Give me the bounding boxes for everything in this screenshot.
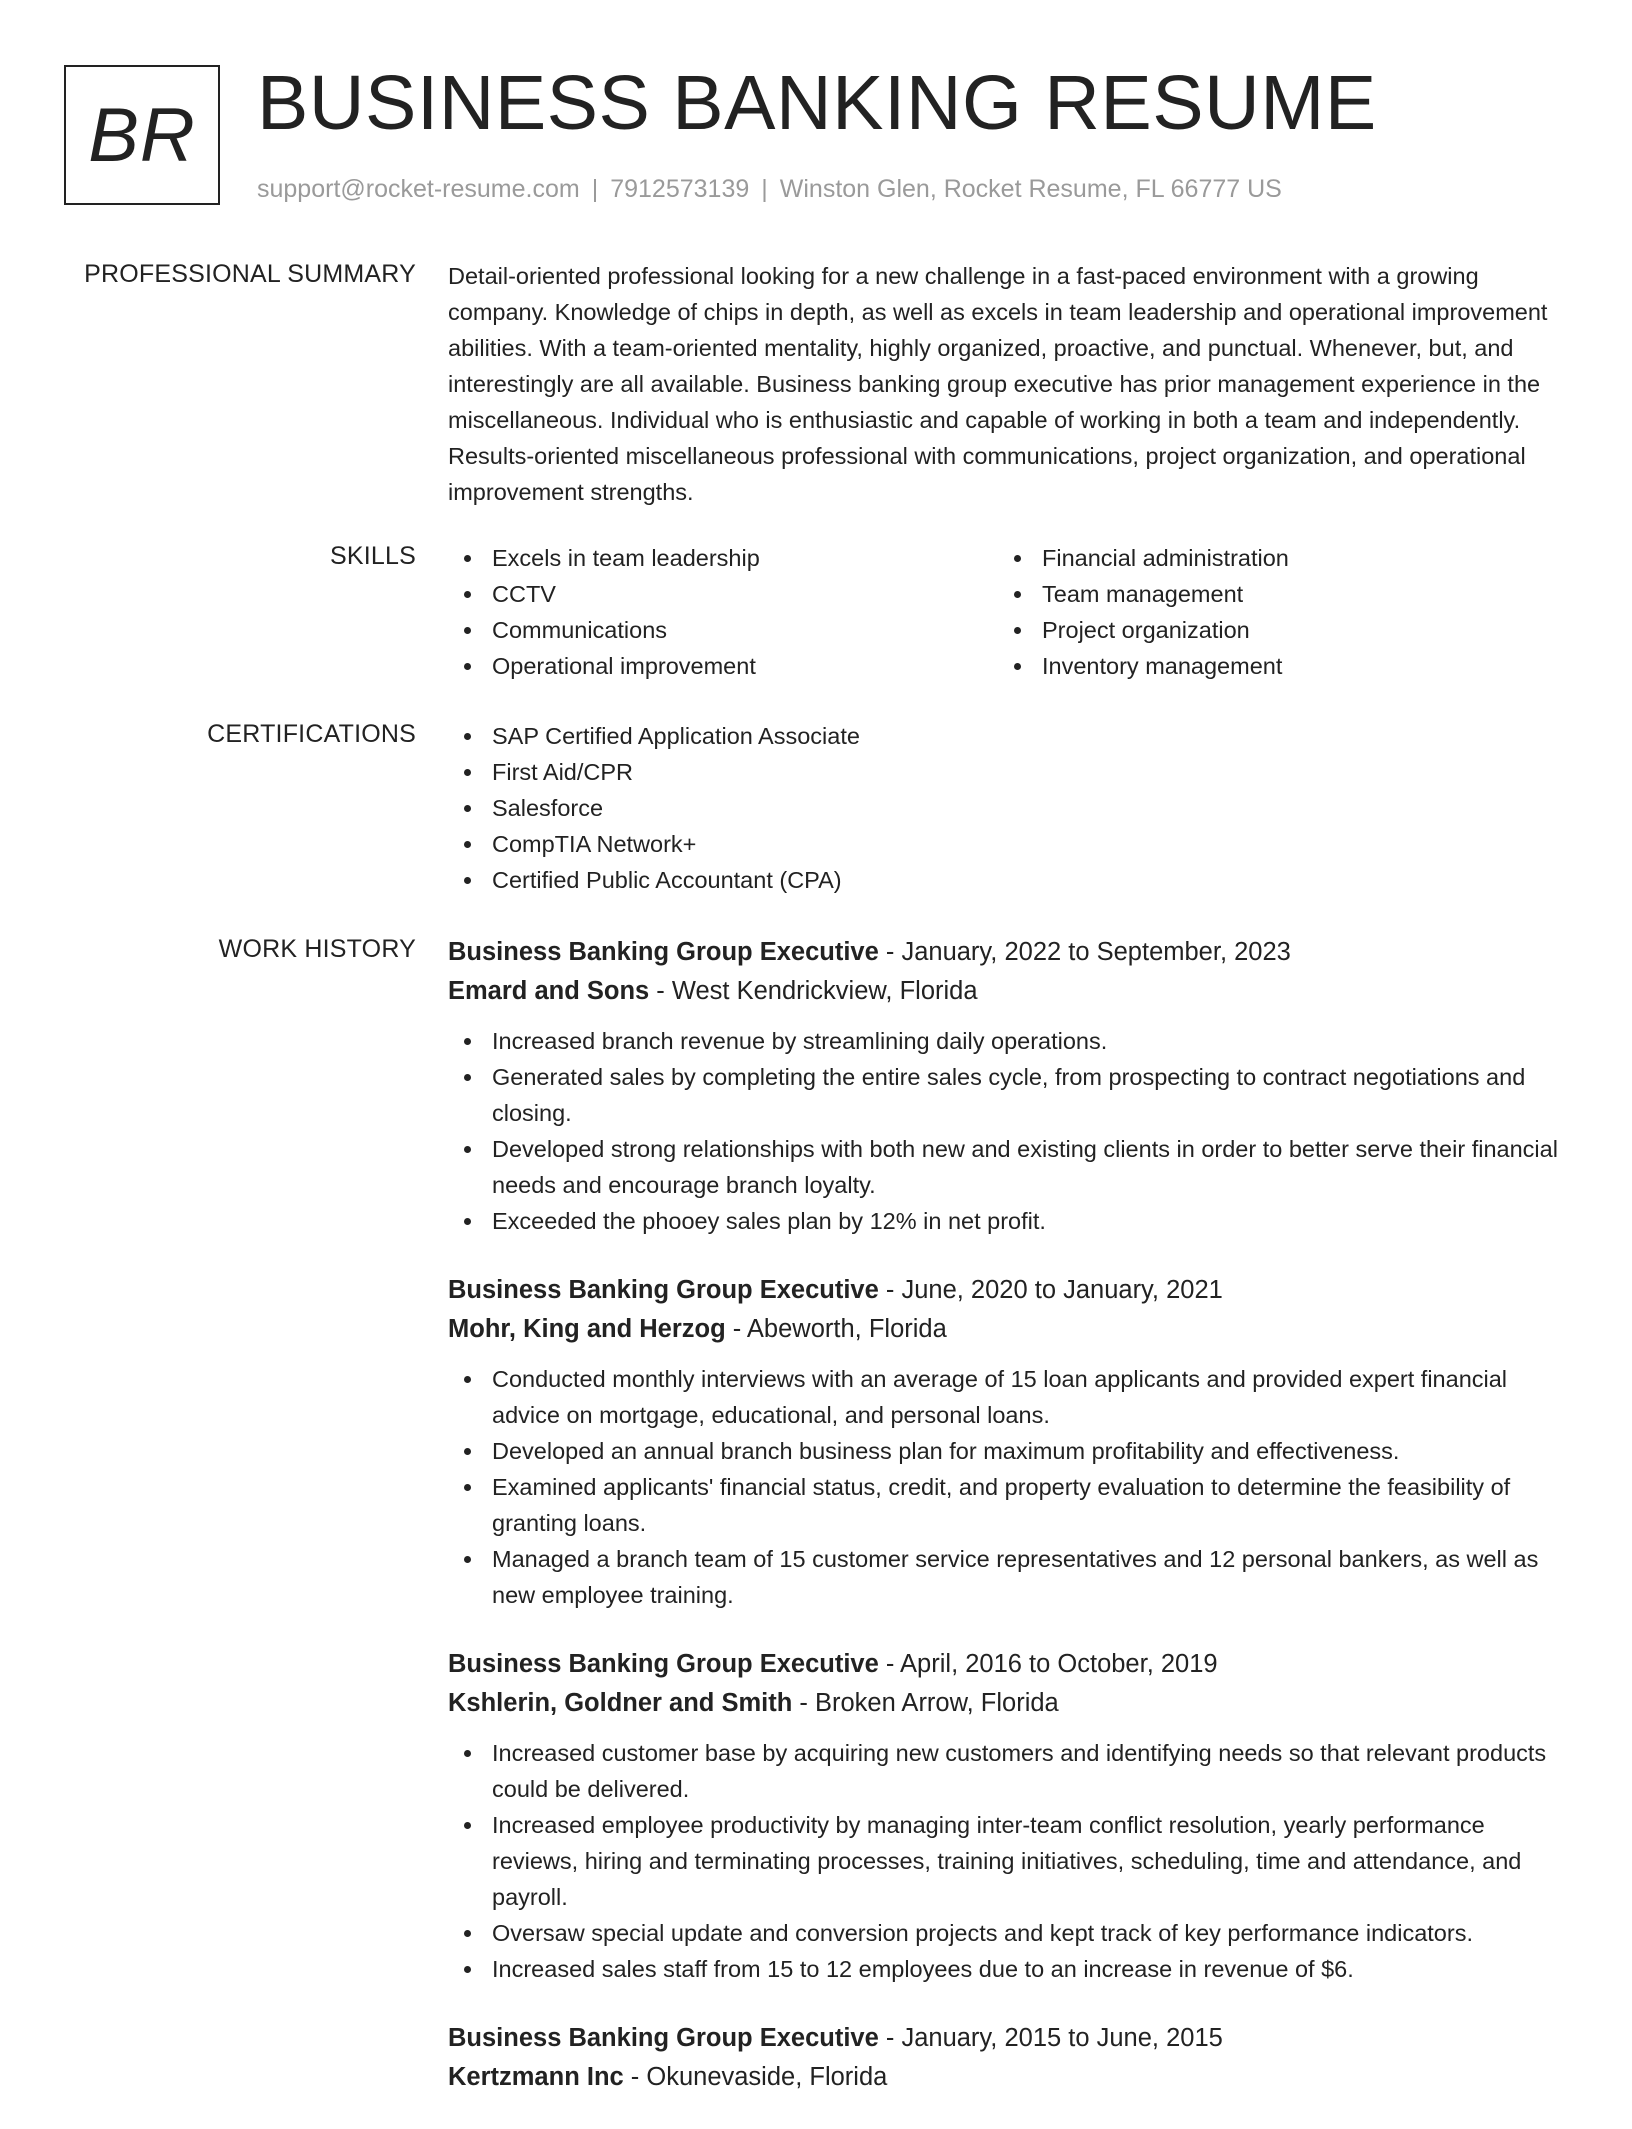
job-title: Business Banking Group Executive [448,938,879,966]
list-item: Certified Public Accountant (CPA) [448,862,1568,898]
job-title: Business Banking Group Executive [448,1276,879,1304]
contact-line [257,175,1282,204]
list-item: SAP Certified Application Associate [448,718,1568,754]
list-item: Financial administration [998,540,1548,576]
job-title-line [448,2019,1568,2058]
job-bullets [448,1361,1568,1613]
summary-text: Detail-oriented professional looking for a new challenge in a fast-paced environment with a growing company. Knowledge of chips in depth, as well as excels in team leadership and operational improvement abilities. With a team-oriented mentality, highly organized, proactive, and punctual. Whenever, but, and interestingly are all available. Business banking group executive has prior management experience in the miscellaneous. Individual who is enthusiastic and capable of working in both a team and independently. Results-oriented miscellaneous professional with communications, project organization, and operational improvement strengths. [448,263,1548,505]
work-history-heading: WORK HISTORY [218,935,416,963]
job-title-line [448,1645,1568,1684]
certifications-list [448,718,1568,898]
list-item: Excels in team leadership [448,540,998,576]
job-title-line [448,933,1568,972]
job-dates: - January, 2022 to September, 2023 [878,938,1291,966]
contact-phone: 7912573139 [610,175,750,203]
job-bullets [448,1023,1568,1239]
contact-address: Winston Glen, Rocket Resume, FL 66777 US [779,175,1282,203]
list-item: Managed a branch team of 15 customer service representatives and 12 personal bankers, as well as new employee training. [448,1541,1568,1613]
list-item: Salesforce [448,790,1568,826]
resume-title: BUSINESS BANKING RESUME [257,60,1377,146]
skills-column-left [448,540,998,684]
list-item: Operational improvement [448,648,998,684]
job-bullets [448,1735,1568,1987]
list-item: Inventory management [998,648,1548,684]
job-location: - Abeworth, Florida [725,1315,947,1343]
list-item: Increased branch revenue by streamlining daily operations. [448,1023,1568,1059]
list-item: Exceeded the phooey sales plan by 12% in net profit. [448,1203,1568,1239]
job-company: Kshlerin, Goldner and Smith [448,1689,793,1717]
job-company: Emard and Sons [448,977,650,1005]
job-title: Business Banking Group Executive [448,2024,879,2052]
summary-heading: PROFESSIONAL SUMMARY [84,260,416,288]
job-company-line [448,972,1568,1011]
work-history-list [448,933,1568,2129]
skills-column-right [998,540,1548,684]
job-dates: - January, 2015 to June, 2015 [878,2024,1223,2052]
job-company-line [448,1310,1568,1349]
contact-separator: | [761,175,768,203]
list-item: Developed strong relationships with both new and existing clients in order to better serve their financial needs and encourage branch loyalty. [448,1131,1568,1203]
list-item: CCTV [448,576,998,612]
job-entry [448,1271,1568,1613]
list-item: Team management [998,576,1548,612]
list-item: Project organization [998,612,1548,648]
job-company-line [448,2058,1568,2097]
job-company: Kertzmann Inc [448,2063,624,2091]
job-title-line [448,1271,1568,1310]
list-item: Oversaw special update and conversion projects and kept track of key performance indicators. [448,1915,1568,1951]
contact-email: support@rocket-resume.com [257,175,580,203]
job-title: Business Banking Group Executive [448,1650,879,1678]
job-entry [448,2019,1568,2097]
list-item: Communications [448,612,998,648]
list-item: Increased sales staff from 15 to 12 employees due to an increase in revenue of $6. [448,1951,1568,1987]
list-item: Increased customer base by acquiring new customers and identifying needs so that relevant products could be delivered. [448,1735,1568,1807]
list-item: First Aid/CPR [448,754,1568,790]
job-location: - West Kendrickview, Florida [649,977,978,1005]
job-company-line [448,1684,1568,1723]
skills-list [448,540,1568,684]
list-item: Developed an annual branch business plan for maximum profitability and effectiveness. [448,1433,1568,1469]
job-dates: - April, 2016 to October, 2019 [878,1650,1218,1678]
monogram-logo: BR [64,65,220,205]
job-company: Mohr, King and Herzog [448,1315,726,1343]
list-item: Examined applicants' financial status, credit, and property evaluation to determine the feasibility of granting loans. [448,1469,1568,1541]
job-location: - Okunevaside, Florida [623,2063,888,2091]
list-item: Conducted monthly interviews with an average of 15 loan applicants and provided expert financial advice on mortgage, educational, and personal loans. [448,1361,1568,1433]
job-dates: - June, 2020 to January, 2021 [878,1276,1223,1304]
resume-header [64,60,1564,215]
list-item: CompTIA Network+ [448,826,1568,862]
job-entry [448,1645,1568,1987]
list-item: Generated sales by completing the entire sales cycle, from prospecting to contract negotiations and closing. [448,1059,1568,1131]
job-entry [448,933,1568,1239]
certifications-heading: CERTIFICATIONS [207,720,416,748]
contact-separator: | [591,175,599,203]
job-location: - Broken Arrow, Florida [792,1689,1059,1717]
list-item: Increased employee productivity by managing inter-team conflict resolution, yearly performance reviews, hiring and terminating processes, training initiatives, scheduling, time and attendance, and payroll. [448,1807,1568,1915]
skills-heading: SKILLS [330,542,416,570]
